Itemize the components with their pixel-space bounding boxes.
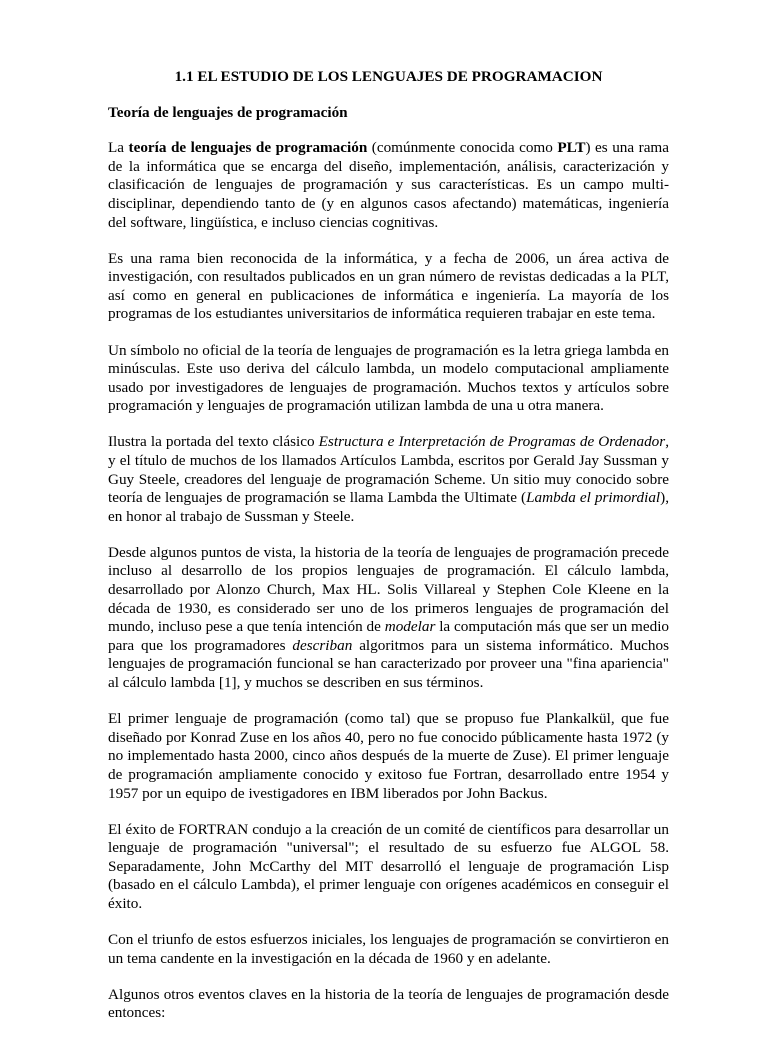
text-run: ) es una rama de la informática que se encarga del diseño, implementación, análisis, caracterización y clasificación de lenguajes de programación y sus características. Es un campo multi-disciplinar, dependiendo tanto de (y en algunos casos afectando) matemáticas, ingeniería del software, lingüística, e incluso ciencias cognitivas.: [108, 139, 669, 231]
section-subtitle: Teoría de lenguajes de programación: [108, 103, 348, 121]
paragraph-lambda-symbol: Un símbolo no oficial de la teoría de lenguajes de programación es la letra griega lambda en minúsculas. Este uso deriva del cálculo lambda, un modelo computacional ampliamente usado por investigadores de lenguajes de programación. Muchos textos y artículos sobre programación y lenguajes de programación utilizan lambda de una u otra manera.: [108, 341, 669, 415]
text-run: Desde algunos puntos de vista, la historia de la teoría de lenguajes de programación precede incluso al desarrollo de los propios lenguajes de programación. El cálculo lambda, desarrollado por Alonzo Church, Max HL. Solis Villareal y Stephen Cole Kleene en la década de 1930, es considerado ser uno de los primeros lenguajes de programación del mundo, incluso pese a que tenía intención de: [108, 543, 669, 636]
text-run: la computación más que ser un medio para que los programadores: [108, 618, 670, 654]
paragraph-research-area: Es una rama bien reconocida de la informática, y a fecha de 2006, un área activa de investigación, con resultados publicados en un gran número de revistas dedicadas a la PLT, así como en general en publicaciones de informática e ingeniería. La mayoría de los programas de los estudiantes universitarios de informática requieren trabajar en este tema.: [108, 249, 669, 323]
italic-translation: Lambda el primordial: [526, 489, 661, 507]
paragraph-1960s: Con el triunfo de estos esfuerzos iniciales, los lenguajes de programación se convirtieron en un tema candente en la investigación en la década de 1960 y en adelante.: [108, 931, 669, 967]
paragraph-key-events: Algunos otros eventos claves en la historia de la teoría de lenguajes de programación desde entonces:: [108, 985, 669, 1022]
text-run: , y el título de muchos de los llamados Artículos Lambda, escritos por Gerald Jay Sussman y Guy Steele, creadores del lenguaje de programación Scheme. Un sitio muy conocido sobre teoría de lenguajes de programación se llama Lambda the Ultimate (: [108, 433, 669, 507]
section-title: 1.1 EL ESTUDIO DE LOS LENGUAJES DE PROGRAMACION: [174, 68, 603, 85]
document-page: [108, 68, 669, 1040]
paragraph-fortran-algol: El éxito de FORTRAN condujo a la creación de un comité de científicos para desarrollar un lenguaje de programación "universal"; el resultado de su esfuerzo fue ALGOL 58. Separadamente, John McCarthy del MIT desarrolló el lenguaje de programación Lisp (basado en el cálculo Lambda), el primer lenguaje con orígenes académicos en conseguir el éxito.: [108, 820, 669, 912]
paragraph-plt-definition: [108, 139, 669, 232]
paragraph-sicp: [108, 433, 669, 526]
text-run: algoritmos para un sistema informático. Muchos lenguajes de programación funcional se han caracterizado por proveer una "fina apariencia" al cálculo lambda [1], y muchos se describen en sus términos.: [108, 636, 670, 692]
italic-word: describan: [292, 636, 353, 654]
italic-word: modelar: [384, 618, 436, 636]
italic-book-title: Estructura e Interpretación de Programas de Ordenador: [318, 433, 666, 451]
bold-acronym: PLT: [557, 139, 586, 157]
text-run: ), en honor al trabajo de Sussman y Steele.: [108, 489, 669, 525]
paragraph-history: [108, 544, 669, 693]
text-run: (comúnmente conocida como: [367, 139, 558, 157]
paragraph-plankalkul: El primer lenguaje de programación (como tal) que se propuso fue Plankalkül, que fue diseñado por Konrad Zuse en los años 40, pero no fue conocido públicamente hasta 1972 (y no implementado hasta 2000, cinco años después de la muerte de Zuse). El primer lenguaje de programación ampliamente conocido y exitoso fue Fortran, desarrollado entre 1954 y 1957 por un equipo de ivestigadores en IBM liberados por John Backus.: [108, 710, 669, 802]
text-run: Ilustra la portada del texto clásico: [108, 433, 319, 451]
bold-term: teoría de lenguajes de programación: [128, 139, 368, 157]
text-run: La: [108, 139, 129, 157]
